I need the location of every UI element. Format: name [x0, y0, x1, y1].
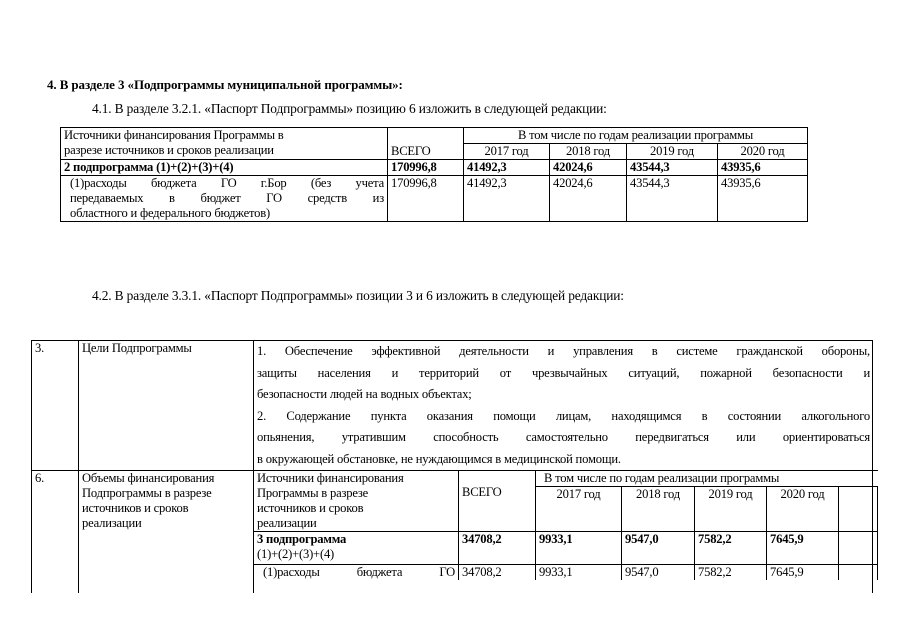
row-total-value: 170996,8	[388, 160, 464, 176]
year-header-cell: 2019 год	[627, 144, 718, 160]
total-header-cell: ВСЕГО	[388, 128, 464, 160]
year-value-cell: 43544,3	[627, 160, 718, 176]
year-value-cell: 42024,6	[550, 176, 627, 222]
table-row	[61, 128, 808, 144]
row-label-line: областного и федерального бюджетов)	[70, 206, 271, 220]
years-header-cell: В том числе по годам реализации программы	[536, 471, 878, 487]
position-title-line: источников и сроков	[82, 501, 189, 515]
row-label-line: (1)расходы бюджета ГО	[263, 565, 455, 579]
table-row	[254, 471, 878, 487]
table-row	[61, 160, 808, 176]
empty-cell	[839, 532, 878, 565]
goals-line: защиты населения и территорий от чрезвычайных ситуаций, пожарной безопасности и	[257, 365, 870, 380]
empty-cell	[839, 487, 878, 532]
year-header-cell: 2018 год	[550, 144, 627, 160]
year-value-cell: 9547,0	[622, 532, 695, 565]
year-value-cell: 42024,6	[550, 160, 627, 176]
row-total-value: 34708,2	[459, 532, 536, 565]
source-header-line: реализации	[257, 516, 317, 530]
financing-table-subprogram-3	[253, 470, 878, 580]
year-value-cell: 9933,1	[536, 532, 622, 565]
year-value-cell: 7645,9	[767, 565, 839, 581]
goals-line: в окружающей обстановке, не нуждающимся в медицинской помощи.	[257, 451, 621, 466]
source-header-line: разрезе источников и сроков реализации	[64, 143, 274, 157]
position-title-line: Подпрограммы в разрезе	[82, 486, 212, 500]
years-header-cell: В том числе по годам реализации программы	[464, 128, 808, 144]
paragraph-4-2: 4.2. В разделе 3.3.1. «Паспорт Подпрограммы» позиции 3 и 6 изложить в следующей редакции:	[92, 288, 624, 303]
source-header-line: Программы в разрезе	[257, 486, 369, 500]
position-title-line: Объемы финансирования	[82, 471, 215, 485]
financing-cell	[254, 471, 873, 594]
year-value-cell: 41492,3	[464, 160, 550, 176]
position-number: 3.	[32, 341, 79, 471]
goals-line: 1. Обеспечение эффективной деятельности и управления в системе гражданской обороны,	[257, 344, 870, 358]
paragraph-4-1: 4.1. В разделе 3.2.1. «Паспорт Подпрограммы» позицию 6 изложить в следующей редакции:	[92, 101, 607, 116]
goals-line: опьянения, утратившим способность самостоятельно передвигаться или ориентироваться	[257, 430, 870, 444]
row-label-line: 3 подпрограмма	[257, 532, 347, 546]
row-label-line: (1)расходы бюджета ГО г.Бор (без учета	[70, 176, 384, 190]
goals-line: 2. Содержание пункта оказания помощи лицам, находящимся в состоянии алкогольного	[257, 408, 870, 423]
table-row	[32, 471, 873, 594]
year-header-cell: 2020 год	[767, 487, 839, 532]
row-label-line: передаваемых в бюджет ГО средств из	[70, 191, 384, 205]
row-label-line: (1)+(2)+(3)+(4)	[257, 547, 335, 561]
year-value-cell: 43935,6	[718, 176, 808, 222]
table-row	[254, 532, 878, 565]
year-header-cell: 2019 год	[695, 487, 767, 532]
table-row	[32, 341, 873, 471]
source-header-line: источников и сроков	[257, 501, 364, 515]
year-header-cell: 2018 год	[622, 487, 695, 532]
year-header-cell: 2020 год	[718, 144, 808, 160]
year-value-cell: 41492,3	[464, 176, 550, 222]
row-total-value: 170996,8	[388, 176, 464, 222]
source-header-line: Источники финансирования Программы в	[64, 128, 284, 142]
position-number: 6.	[32, 471, 79, 594]
year-value-cell: 9933,1	[536, 565, 622, 581]
year-value-cell: 9547,0	[622, 565, 695, 581]
year-header-cell: 2017 год	[464, 144, 550, 160]
position-title	[79, 471, 254, 594]
empty-cell	[839, 565, 878, 581]
year-value-cell: 43935,6	[718, 160, 808, 176]
year-value-cell: 7582,2	[695, 532, 767, 565]
subprogram-3-passport-table	[31, 340, 873, 593]
row-label: 2 подпрограмма (1)+(2)+(3)+(4)	[61, 160, 388, 176]
table-row	[61, 176, 808, 222]
position-title: Цели Подпрограммы	[79, 341, 254, 471]
row-label	[254, 565, 459, 581]
total-header-cell: ВСЕГО	[459, 471, 536, 532]
year-header-cell: 2017 год	[536, 487, 622, 532]
goals-cell	[254, 341, 873, 471]
row-total-value: 34708,2	[459, 565, 536, 581]
year-value-cell: 7645,9	[767, 532, 839, 565]
source-header-cell	[254, 471, 459, 532]
goals-line: безопасности людей на водных объектах;	[257, 387, 472, 401]
table-row	[254, 565, 878, 581]
section-heading: 4. В разделе 3 «Подпрограммы муниципальной программы»:	[47, 77, 403, 92]
source-header-line: Источники финансирования	[257, 471, 404, 485]
position-title-line: реализации	[82, 516, 142, 530]
year-value-cell: 7582,2	[695, 565, 767, 581]
financing-table-subprogram-2	[60, 127, 808, 222]
row-label	[254, 532, 459, 565]
source-header-cell	[61, 128, 388, 160]
year-value-cell: 43544,3	[627, 176, 718, 222]
row-label	[61, 176, 388, 222]
